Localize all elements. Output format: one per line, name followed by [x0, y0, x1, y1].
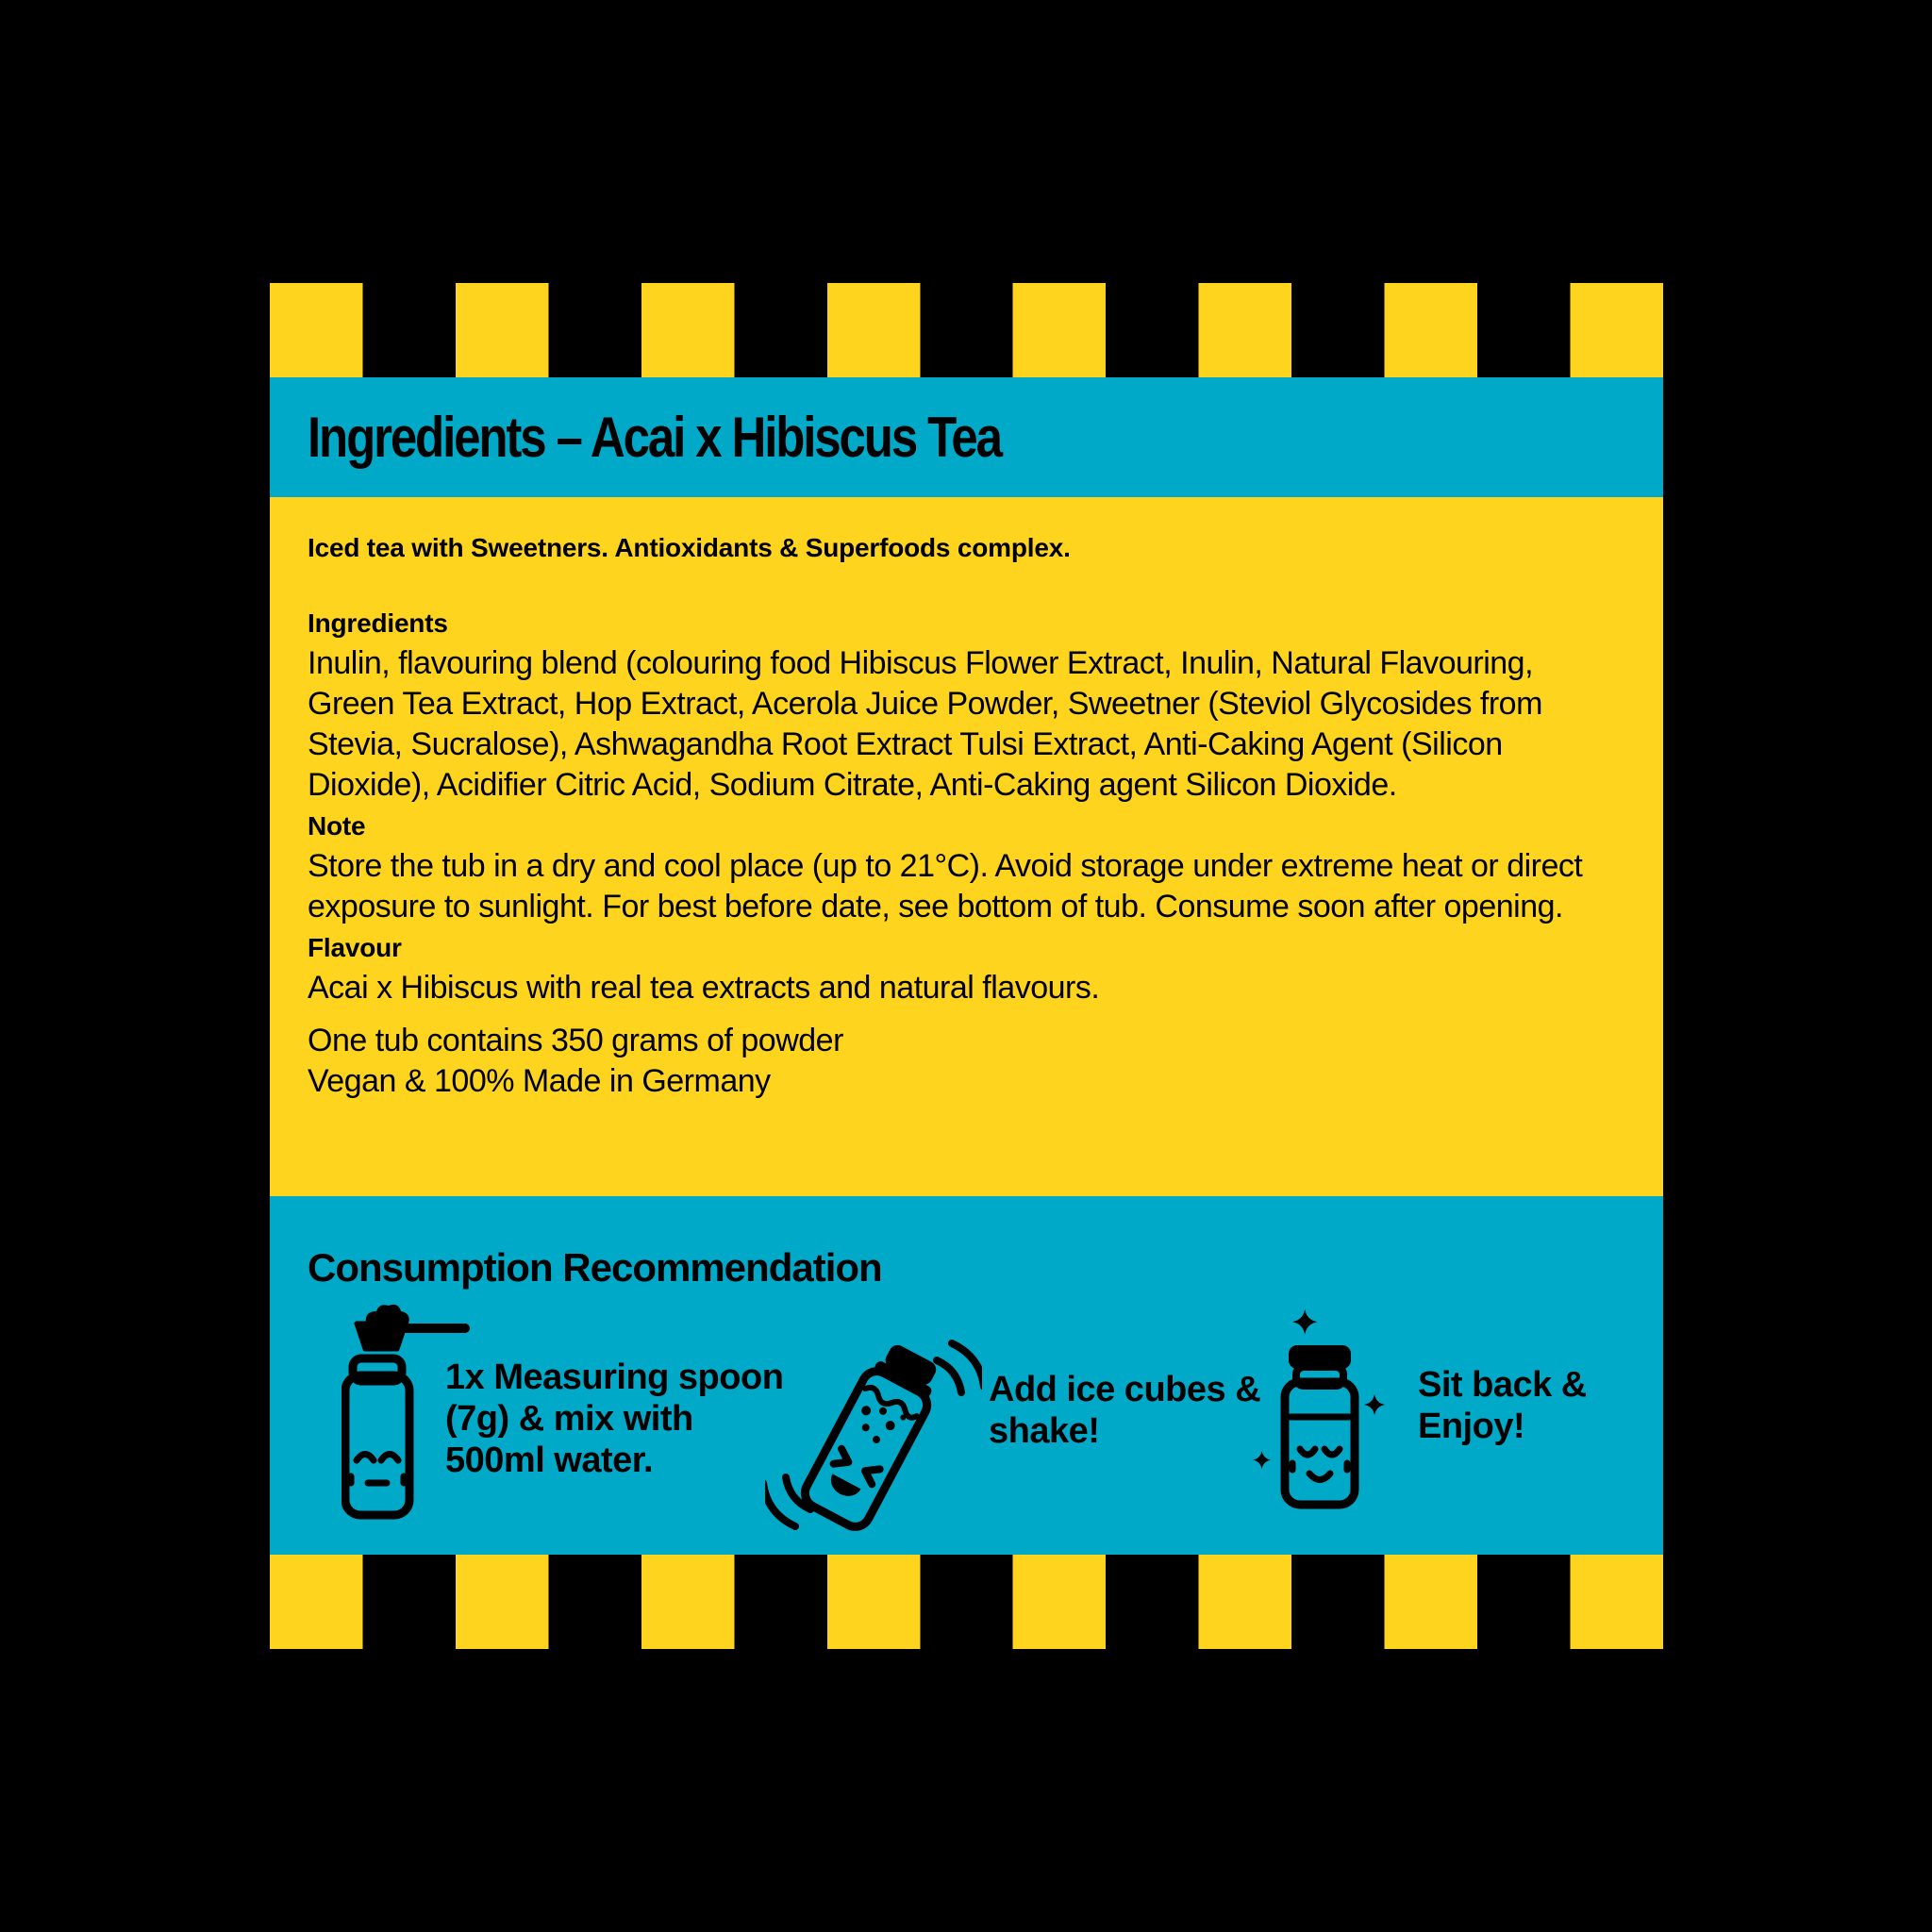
- page-title: Ingredients – Acai x Hibiscus Tea: [308, 406, 1001, 469]
- note-text: Store the tub in a dry and cool place (up to 21°C). Avoid storage under extreme heat or direct exposure to sunlight. For best before date, see bottom of tub. Consume soon after opening.: [308, 848, 1583, 924]
- ingredients-text: Inulin, flavouring blend (colouring food Hibiscus Flower Extract, Inulin, Natural Flavouring, Green Tea Extract, Hop Extract, Acerola Juice Powder, Sweetner (Steviol Glycosides from Stevia, Sucralose), Ashwagandha Root Extract Tulsi Extract, Anti-Caking Agent (Silicon Dioxide), Acidifier Citric Acid, Sodium Citrate, Anti-Caking agent Silicon Dioxide.: [308, 645, 1542, 803]
- tub-weight-line: One tub contains 350 grams of powder: [308, 1023, 843, 1058]
- spoon-cup: [357, 1324, 406, 1349]
- bottle-body: [345, 1375, 409, 1515]
- smile: [1309, 1474, 1330, 1480]
- step-shake-label: Add ice cubes & shake!: [989, 1370, 1261, 1451]
- left-eye: [357, 1455, 374, 1461]
- shaking-bottle-icon: [765, 1326, 982, 1543]
- right-eye: [861, 1463, 880, 1484]
- title-band: [270, 377, 1663, 497]
- right-eye: [1324, 1449, 1340, 1455]
- bubble: [884, 1419, 897, 1432]
- checker-stripe-bottom: [270, 1555, 1663, 1649]
- right-eye: [381, 1455, 398, 1461]
- consumption-heading: Consumption Recommendation: [308, 1245, 882, 1290]
- flavour-heading: Flavour: [308, 933, 402, 962]
- bubble: [859, 1405, 873, 1418]
- sparkling-bottle-icon: [1251, 1307, 1392, 1523]
- laughing-mouth: [825, 1474, 860, 1501]
- powder-mound: [366, 1305, 409, 1324]
- bottle-body: [1285, 1382, 1355, 1505]
- bubble: [860, 1423, 871, 1433]
- sparkle: [1292, 1309, 1317, 1334]
- bubble: [872, 1435, 882, 1445]
- step-enjoy-label: Sit back & Enjoy!: [1418, 1365, 1587, 1446]
- note-heading: Note: [308, 811, 366, 841]
- ingredients-heading: Ingredients: [308, 608, 448, 638]
- left-eye: [1300, 1449, 1315, 1455]
- shake-arc: [937, 1360, 961, 1392]
- sparkle: [1253, 1451, 1271, 1469]
- content-sheet: [270, 283, 1663, 1649]
- origin-line: Vegan & 100% Made in Germany: [308, 1063, 771, 1099]
- sparkle: [1364, 1394, 1385, 1415]
- tub-info: [308, 1021, 1625, 1102]
- checker-stripe-top: [270, 283, 1663, 377]
- bubble: [878, 1406, 889, 1416]
- spoon-handle: [400, 1324, 470, 1333]
- shaker-bottle: [800, 1338, 947, 1532]
- flavour-text: Acai x Hibiscus with real tea extracts and natural flavours.: [308, 970, 1100, 1006]
- consumption-section: [270, 1196, 1663, 1555]
- intro-text: Iced tea with Sweetners. Antioxidants & Superfoods complex.: [308, 533, 1071, 562]
- step-mix-label: 1x Measuring spoon (7g) & mix with 500ml water.: [445, 1357, 784, 1480]
- left-eye: [834, 1449, 853, 1470]
- ingredients-panel: [270, 497, 1663, 1196]
